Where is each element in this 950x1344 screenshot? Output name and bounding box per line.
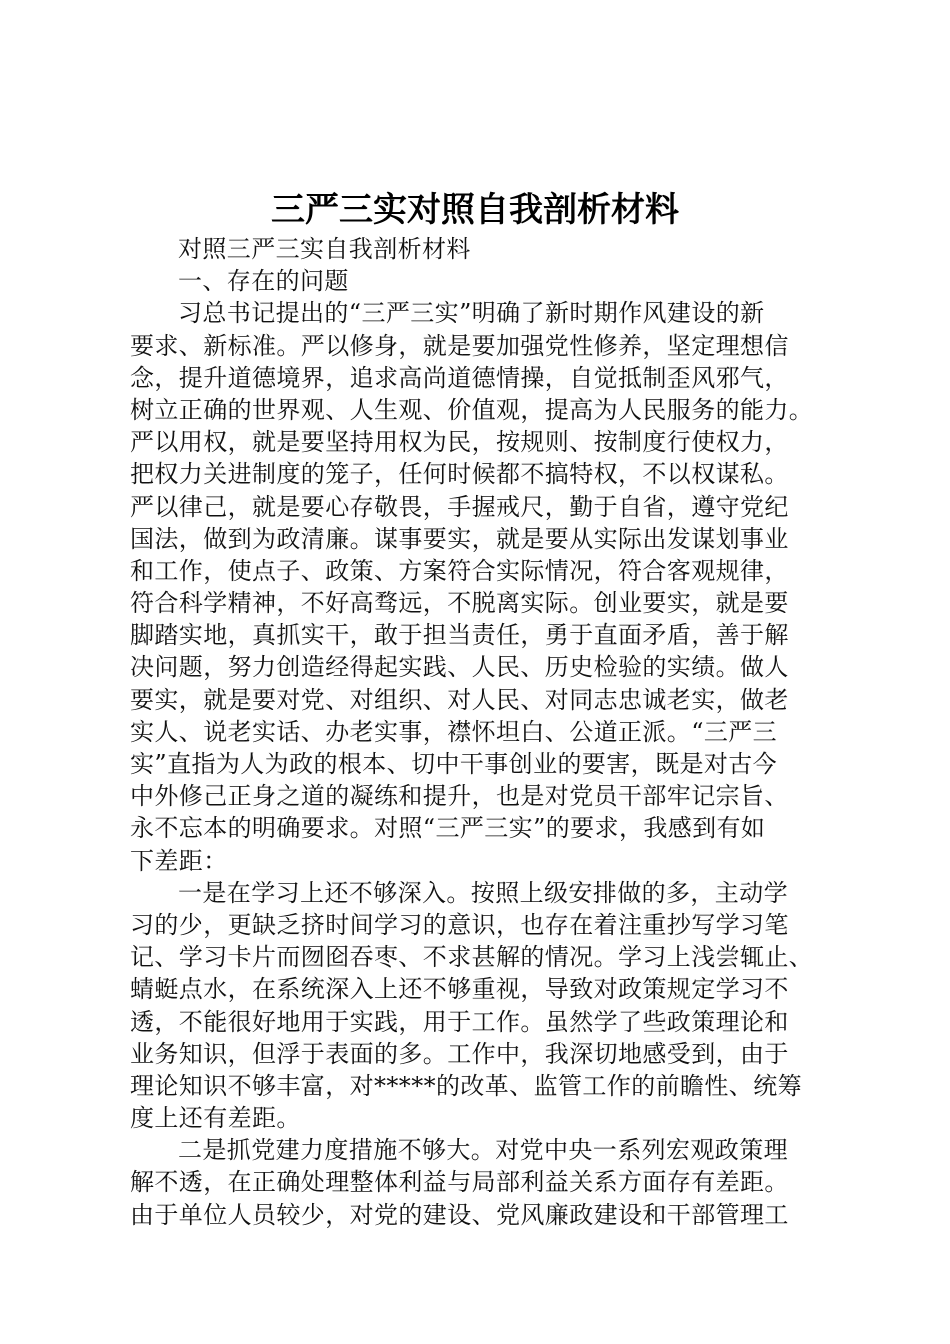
text-line: 脚踏实地，真抓实干，敢于担当责任，勇于直面矛盾，善于解 — [130, 621, 789, 650]
text-line: 严以律己，就是要心存敬畏，手握戒尺，勤于自省，遵守党纪 — [130, 492, 789, 521]
text-line: 中外修己正身之道的凝练和提升，也是对党员干部牢记宗旨、 — [130, 782, 789, 811]
text-line: 对照三严三实自我剖析材料 — [178, 235, 471, 263]
text-line: 树立正确的世界观、人生观、价值观，提高为人民服务的能力。 — [130, 395, 814, 424]
text-line: 理论知识不够丰富，对*****的改革、监管工作的前瞻性、统筹 — [130, 1071, 802, 1100]
text-line: 和工作，使点子、政策、方案符合实际情况，符合客观规律， — [130, 556, 789, 585]
text-line: 习总书记提出的“三严三实”明确了新时期作风建设的新 — [178, 299, 765, 328]
text-line: 业务知识，但浮于表面的多。工作中，我深切地感受到，由于 — [130, 1039, 789, 1068]
text-line: 解不透，在正确处理整体利益与局部利益关系方面存有差距。 — [130, 1168, 789, 1197]
text-line: 一是在学习上还不够深入。按照上级安排做的多，主动学 — [178, 878, 788, 907]
text-line: 二是抓党建力度措施不够大。对党中央一系列宏观政策理 — [178, 1136, 788, 1165]
text-line: 记、学习卡片而囫囵吞枣、不求甚解的情况。学习上浅尝辄止、 — [130, 943, 814, 972]
text-line: 一、存在的问题 — [178, 267, 349, 296]
text-line: 国法，做到为政清廉。谋事要实，就是要从实际出发谋划事业 — [130, 524, 789, 553]
text-line: 念，提升道德境界，追求高尚道德情操，自觉抵制歪风邪气， — [130, 363, 789, 392]
text-line: 把权力关进制度的笼子，任何时候都不搞特权，不以权谋私。 — [130, 460, 789, 489]
text-line: 实”直指为人为政的根本、切中干事创业的要害，既是对古今 — [130, 750, 778, 778]
text-line: 透，不能很好地用于实践，用于工作。虽然学了些政策理论和 — [130, 1007, 789, 1036]
document-title: 三严三实对照自我剖析材料 — [271, 190, 679, 230]
text-line: 蜻蜓点水，在系统深入上还不够重视，导致对政策规定学习不 — [130, 975, 789, 1004]
text-line: 要求、新标准。严以修身，就是要加强党性修养，坚定理想信 — [130, 331, 789, 360]
text-line: 严以用权，就是要坚持用权为民，按规则、按制度行使权力， — [130, 428, 789, 457]
text-line: 习的少，更缺乏挤时间学习的意识，也存在着注重抄写学习笔 — [130, 910, 789, 939]
text-line: 下差距： — [130, 846, 228, 875]
text-line: 符合科学精神，不好高骛远，不脱离实际。创业要实，就是要 — [130, 589, 789, 618]
text-line: 由于单位人员较少，对党的建设、党风廉政建设和干部管理工 — [130, 1200, 789, 1229]
text-line: 实人、说老实话、办老实事，襟怀坦白、公道正派。“三严三 — [130, 717, 778, 746]
text-line: 度上还有差距。 — [130, 1104, 301, 1133]
text-line: 要实，就是要对党、对组织、对人民、对同志忠诚老实，做老 — [130, 685, 789, 714]
text-line: 决问题，努力创造经得起实践、人民、历史检验的实绩。做人 — [130, 653, 789, 682]
text-line: 永不忘本的明确要求。对照“三严三实”的要求，我感到有如 — [130, 814, 766, 843]
document-body — [130, 233, 850, 1231]
